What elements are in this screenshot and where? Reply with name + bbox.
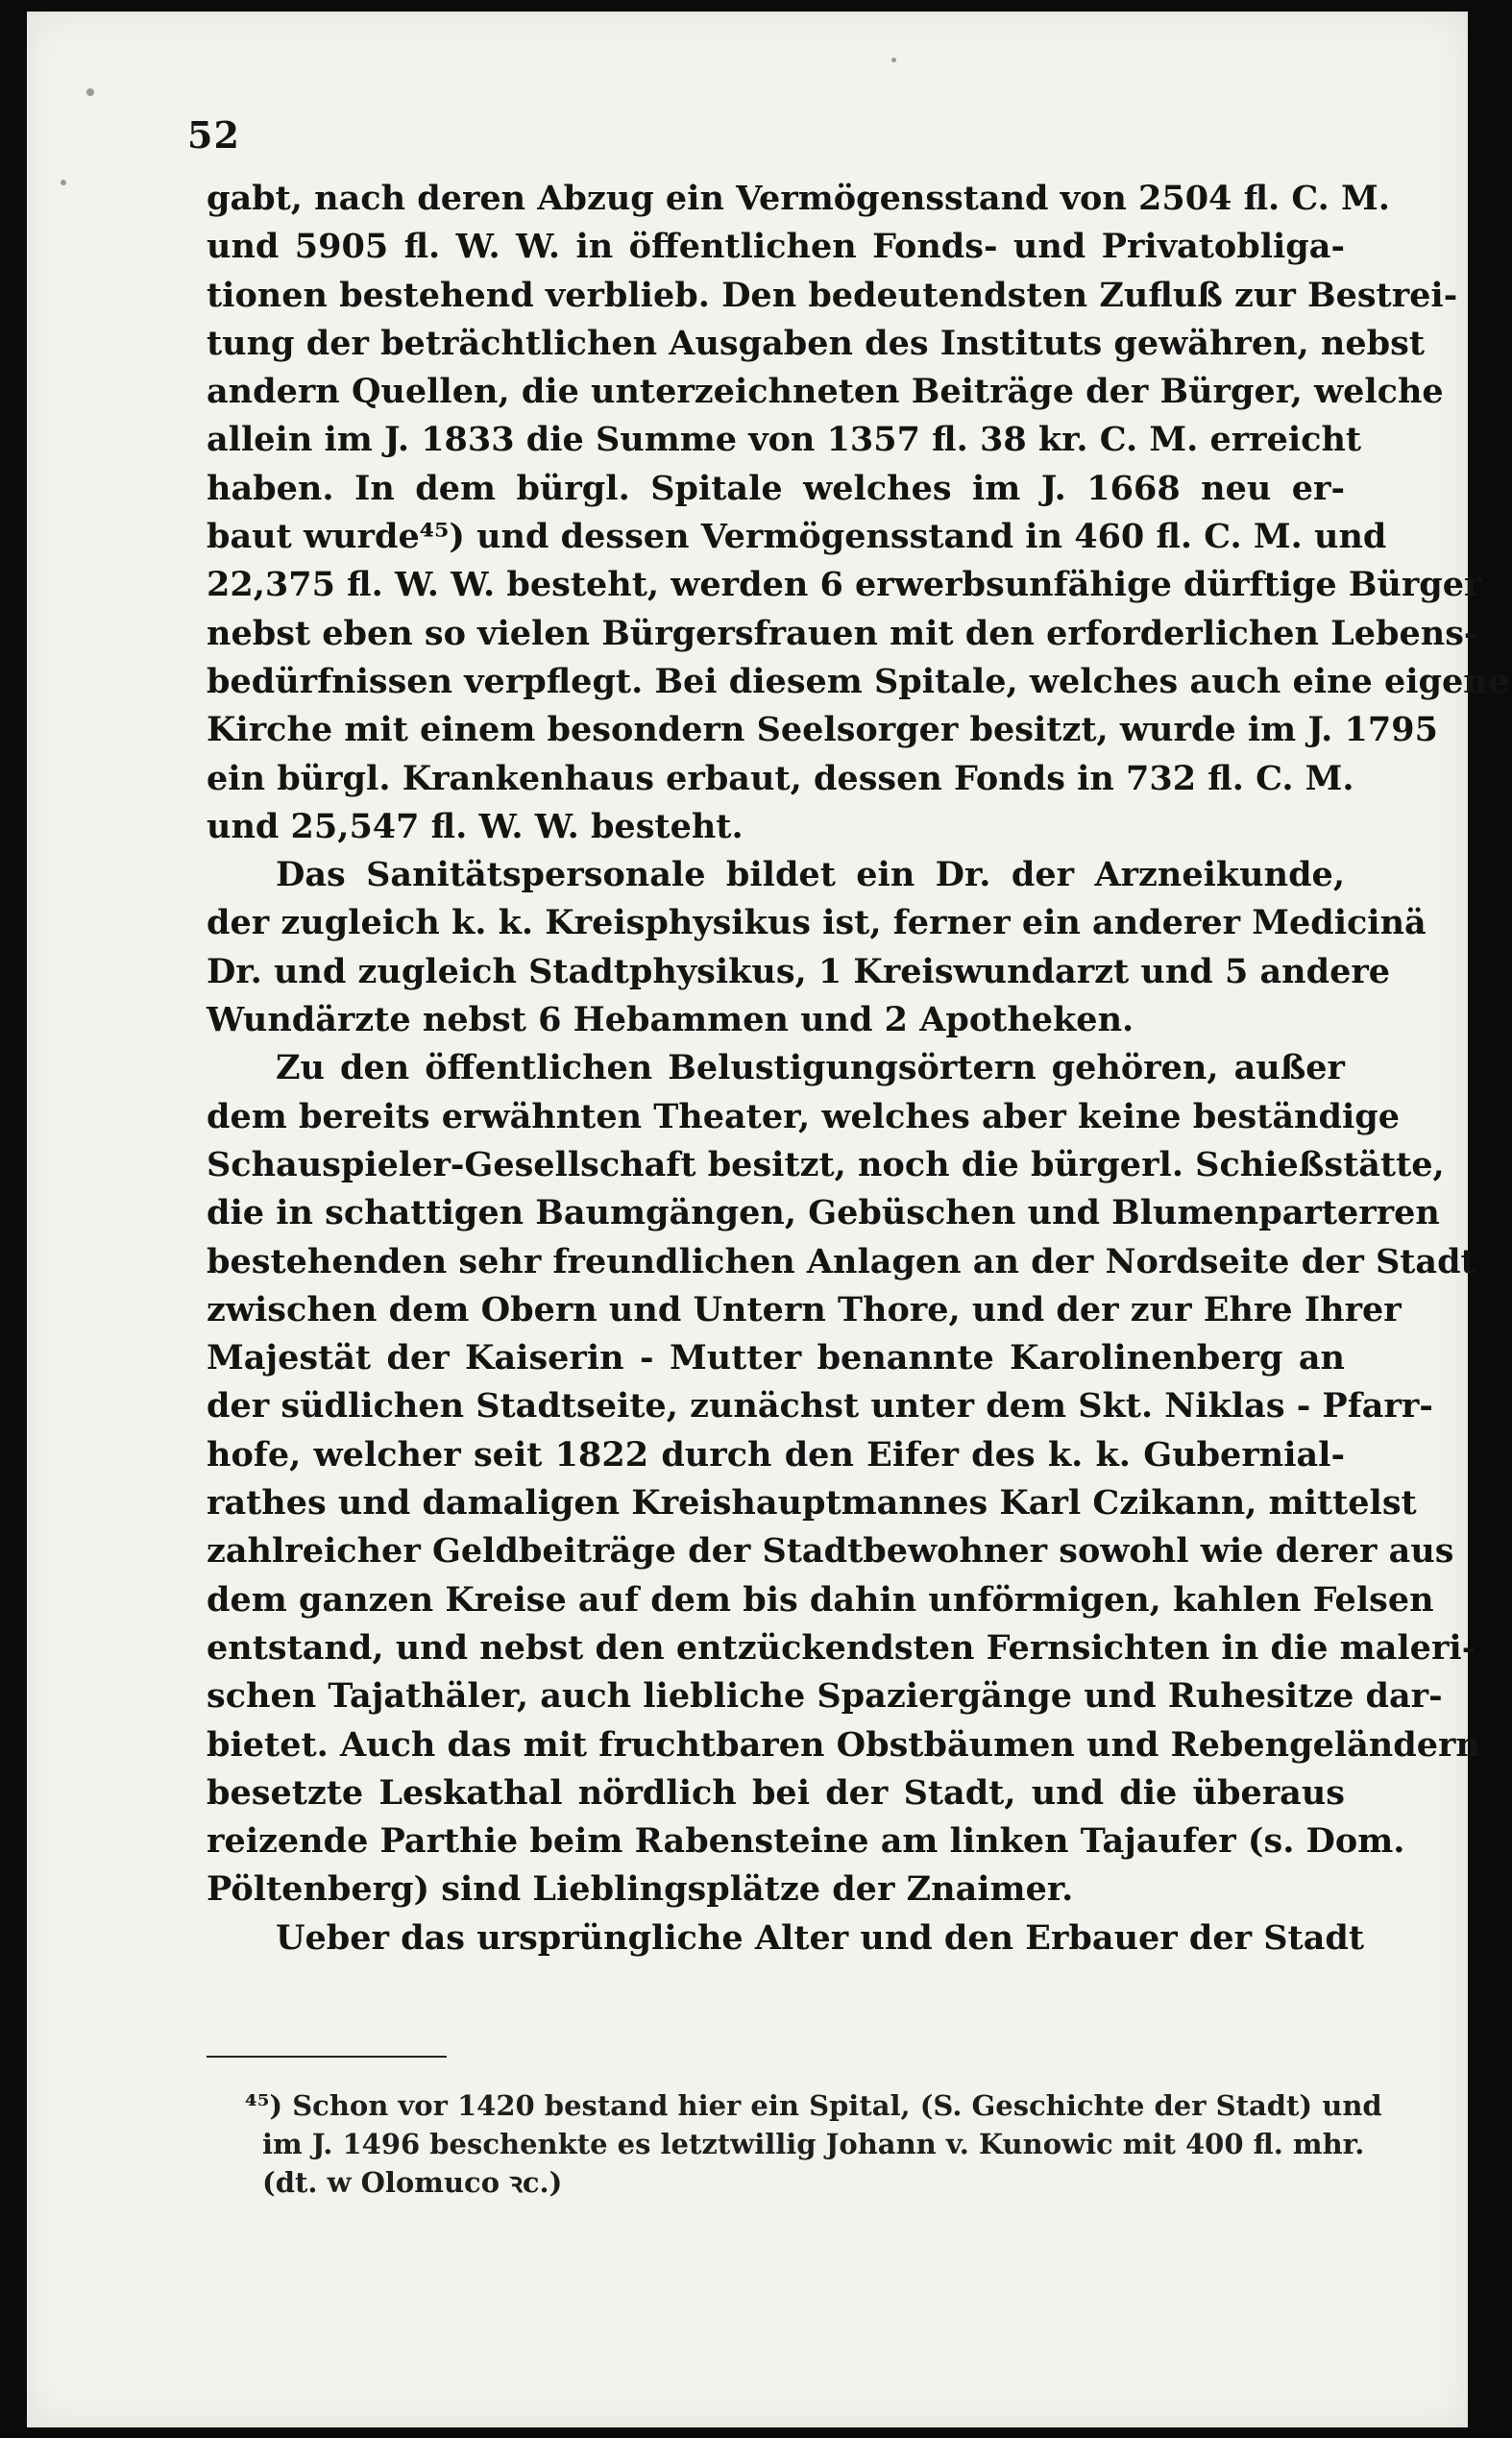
text-line: bietet. Auch das mit fruchtbaren Obstbäumen und Rebengeländern (207, 1724, 1480, 1765)
text-line: nebst eben so vielen Bürgersfrauen mit den erforderlichen Lebens- (207, 613, 1478, 653)
text-line: dem bereits erwähnten Theater, welches aber keine beständige (207, 1096, 1400, 1136)
footnote-line: (dt. w Olomuco ꝛc.) (262, 2166, 563, 2199)
page-number: 52 (187, 113, 240, 157)
text-line: Dr. und zugleich Stadtphysikus, 1 Kreiswundarzt und 5 andere (207, 951, 1391, 991)
footnote-line: ⁴⁵) Schon vor 1420 bestand hier ein Spital, (S. Geschichte der Stadt) und (245, 2089, 1382, 2122)
text-line: und 25,547 fl. W. W. besteht. (207, 806, 744, 846)
text-line: rathes und damaligen Kreishauptmannes Karl Czikann, mittelst (207, 1483, 1417, 1524)
text-line: Kirche mit einem besondern Seelsorger besitzt, wurde im J. 1795 (207, 710, 1438, 750)
text-line: Wundärzte nebst 6 Hebammen und 2 Apotheken. (207, 1000, 1134, 1040)
text-line: zwischen dem Obern und Untern Thore, und der zur Ehre Ihrer (207, 1289, 1402, 1329)
text-line: Majestät der Kaiserin - Mutter benannte Karolinenberg an (207, 1338, 1345, 1378)
text-line: schen Tajathäler, auch liebliche Spaziergänge und Ruhesitze dar- (207, 1676, 1443, 1717)
text-line: andern Quellen, die unterzeichneten Beiträge der Bürger, welche (207, 372, 1444, 412)
text-line: entstand, und nebst den entzückendsten Fernsichten in die maleri- (207, 1627, 1476, 1668)
text-line: und 5905 fl. W. W. in öffentlichen Fonds- und Privatobliga- (207, 227, 1345, 267)
text-line: haben. In dem bürgl. Spitale welches im J. 1668 neu er- (207, 468, 1345, 508)
text-line: tung der beträchtlichen Ausgaben des Instituts gewähren, nebst (207, 323, 1425, 363)
text-line: besetzte Leskathal nördlich bei der Stadt, und die überaus (207, 1772, 1345, 1813)
footnote-divider (207, 2056, 447, 2058)
text-line: tionen bestehend verblieb. Den bedeutendsten Zufluß zur Bestrei- (207, 275, 1458, 315)
text-line: 22,375 fl. W. W. besteht, werden 6 erwerbsunfähige dürftige Bürger (207, 565, 1482, 605)
footnote (245, 2086, 1382, 2202)
text-line: die in schattigen Baumgängen, Gebüschen und Blumenparterren (207, 1193, 1440, 1233)
text-line: ein bürgl. Krankenhaus erbaut, dessen Fonds in 732 fl. C. M. (207, 758, 1354, 798)
text-line: Pöltenberg) sind Lieblingsplätze der Znaimer. (207, 1869, 1074, 1910)
text-line: bedürfnissen verpflegt. Bei diesem Spitale, welches auch eine eigene (207, 661, 1509, 701)
text-line: hofe, welcher seit 1822 durch den Eifer des k. k. Gubernial- (207, 1434, 1345, 1475)
text-line: baut wurde⁴⁵) und dessen Vermögensstand in 460 fl. C. M. und (207, 517, 1387, 557)
text-line: allein im J. 1833 die Summe von 1357 fl. 38 kr. C. M. erreicht (207, 420, 1362, 460)
main-text (207, 175, 1509, 1963)
text-line: bestehenden sehr freundlichen Anlagen an der Nordseite der Stadt (207, 1241, 1476, 1281)
paper-speck (86, 88, 94, 96)
paragraph-start: Das Sanitätspersonale bildet ein Dr. der Arzneikunde, (276, 855, 1345, 895)
footnote-line: im J. 1496 beschenkte es letztwillig Johann v. Kunowic mit 400 fl. mhr. (262, 2128, 1365, 2160)
paragraph-start: Ueber das ursprüngliche Alter und den Erbauer der Stadt (276, 1917, 1365, 1958)
text-line: gabt, nach deren Abzug ein Vermögensstand von 2504 fl. C. M. (207, 179, 1390, 218)
paper-speck (61, 180, 66, 185)
text-line: der zugleich k. k. Kreisphysikus ist, ferner ein anderer Medicinä (207, 903, 1427, 943)
paragraph-start: Zu den öffentlichen Belustigungsörtern gehören, außer (276, 1048, 1345, 1088)
text-line: reizende Parthie beim Rabensteine am linken Tajaufer (s. Dom. (207, 1821, 1405, 1862)
text-line: zahlreicher Geldbeiträge der Stadtbewohner sowohl wie derer aus (207, 1531, 1454, 1572)
text-line: der südlichen Stadtseite, zunächst unter dem Skt. Niklas - Pfarr- (207, 1386, 1433, 1426)
text-line: dem ganzen Kreise auf dem bis dahin unförmigen, kahlen Felsen (207, 1579, 1434, 1620)
paper-speck (891, 58, 896, 62)
text-line: Schauspieler-Gesellschaft besitzt, noch die bürgerl. Schießstätte, (207, 1144, 1445, 1184)
